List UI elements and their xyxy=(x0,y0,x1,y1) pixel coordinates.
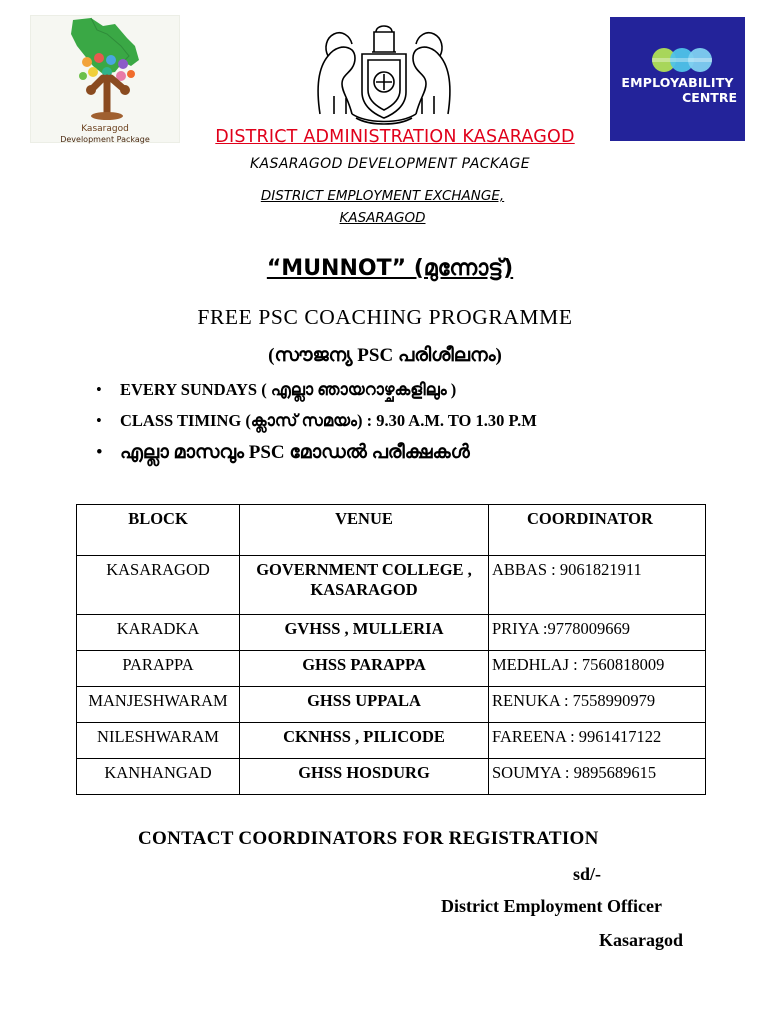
employability-circles-icon xyxy=(650,47,714,73)
cell-coordinator: MEDHLAJ : 7560818009 xyxy=(489,651,706,687)
map-tree-icon xyxy=(31,16,181,126)
cell-block: MANJESHWARAM xyxy=(77,687,240,723)
cell-coordinator: ABBAS : 9061821911 xyxy=(489,556,706,615)
kasaragod-development-package-logo xyxy=(30,15,180,143)
employment-exchange-line2: KASARAGOD xyxy=(339,210,426,226)
cell-venue: CKNHSS , PILICODE xyxy=(240,723,489,759)
cell-venue: GHSS HOSDURG xyxy=(240,759,489,795)
officer-place: Kasaragod xyxy=(599,930,684,950)
cell-coordinator: PRIYA :9778009669 xyxy=(489,615,706,651)
cell-venue: GHSS UPPALA xyxy=(240,687,489,723)
programme-subtitle: FREE PSC COACHING PROGRAMME xyxy=(197,305,573,329)
cell-venue: GVHSS , MULLERIA xyxy=(240,615,489,651)
signature-mark: sd/- xyxy=(573,864,602,884)
kerala-emblem-icon xyxy=(312,18,456,128)
cell-block: KARADKA xyxy=(77,615,240,651)
logo-left-subtitle: Development Package xyxy=(60,135,150,144)
bullet-item xyxy=(96,442,470,464)
district-administration-heading: DISTRICT ADMINISTRATION KASARAGOD xyxy=(215,127,575,147)
bullet-text: EVERY SUNDAYS ( എല്ലാ ഞായറാഴ്ചകളിലും ) xyxy=(120,380,457,399)
programme-subtitle-malayalam: (സൗജന്യ PSC പരിശീലനം) xyxy=(268,345,502,366)
bullet-item xyxy=(96,411,537,431)
header-block: BLOCK xyxy=(77,505,240,556)
cell-block: KASARAGOD xyxy=(77,556,240,615)
logo-right-title: EMPLOYABILITY xyxy=(621,75,734,90)
development-package-heading: KASARAGOD DEVELOPMENT PACKAGE xyxy=(249,156,531,172)
logo-left-title: Kasaragod xyxy=(81,124,129,134)
cell-venue: GOVERNMENT COLLEGE , KASARAGOD xyxy=(240,556,489,615)
cell-coordinator: RENUKA : 7558990979 xyxy=(489,687,706,723)
table-row xyxy=(77,615,706,651)
venues-table xyxy=(76,504,706,795)
contact-instruction: CONTACT COORDINATORS FOR REGISTRATION xyxy=(138,828,599,849)
table-row xyxy=(77,556,706,615)
employability-centre-logo xyxy=(610,17,745,141)
programme-title: “MUNNOT” (മുന്നോട്ട്) xyxy=(266,256,514,281)
table-row xyxy=(77,651,706,687)
cell-coordinator: FAREENA : 9961417122 xyxy=(489,723,706,759)
header-coordinator: COORDINATOR xyxy=(489,505,706,556)
table-header-row xyxy=(77,505,706,556)
officer-title: District Employment Officer xyxy=(441,896,662,916)
cell-block: PARAPPA xyxy=(77,651,240,687)
bullet-dot: • xyxy=(96,411,102,430)
cell-block: KANHANGAD xyxy=(77,759,240,795)
cell-block: NILESHWARAM xyxy=(77,723,240,759)
cell-coordinator: SOUMYA : 9895689615 xyxy=(489,759,706,795)
table-row xyxy=(77,759,706,795)
logo-right-subtitle: CENTRE xyxy=(682,90,737,105)
bullet-text: CLASS TIMING (ക്ലാസ് സമയം) : 9.30 A.M. TO 1.30 P.M xyxy=(120,411,537,430)
bullet-text: എല്ലാ മാസവും PSC മോഡൽ പരീക്ഷകൾ xyxy=(120,442,470,463)
table-row xyxy=(77,723,706,759)
bullet-dot: • xyxy=(96,380,102,399)
cell-venue: GHSS PARAPPA xyxy=(240,651,489,687)
employment-exchange-line1: DISTRICT EMPLOYMENT EXCHANGE, xyxy=(260,188,505,204)
table-row xyxy=(77,687,706,723)
header-venue: VENUE xyxy=(240,505,489,556)
bullet-item xyxy=(96,380,456,400)
bullet-dot: • xyxy=(96,442,103,463)
